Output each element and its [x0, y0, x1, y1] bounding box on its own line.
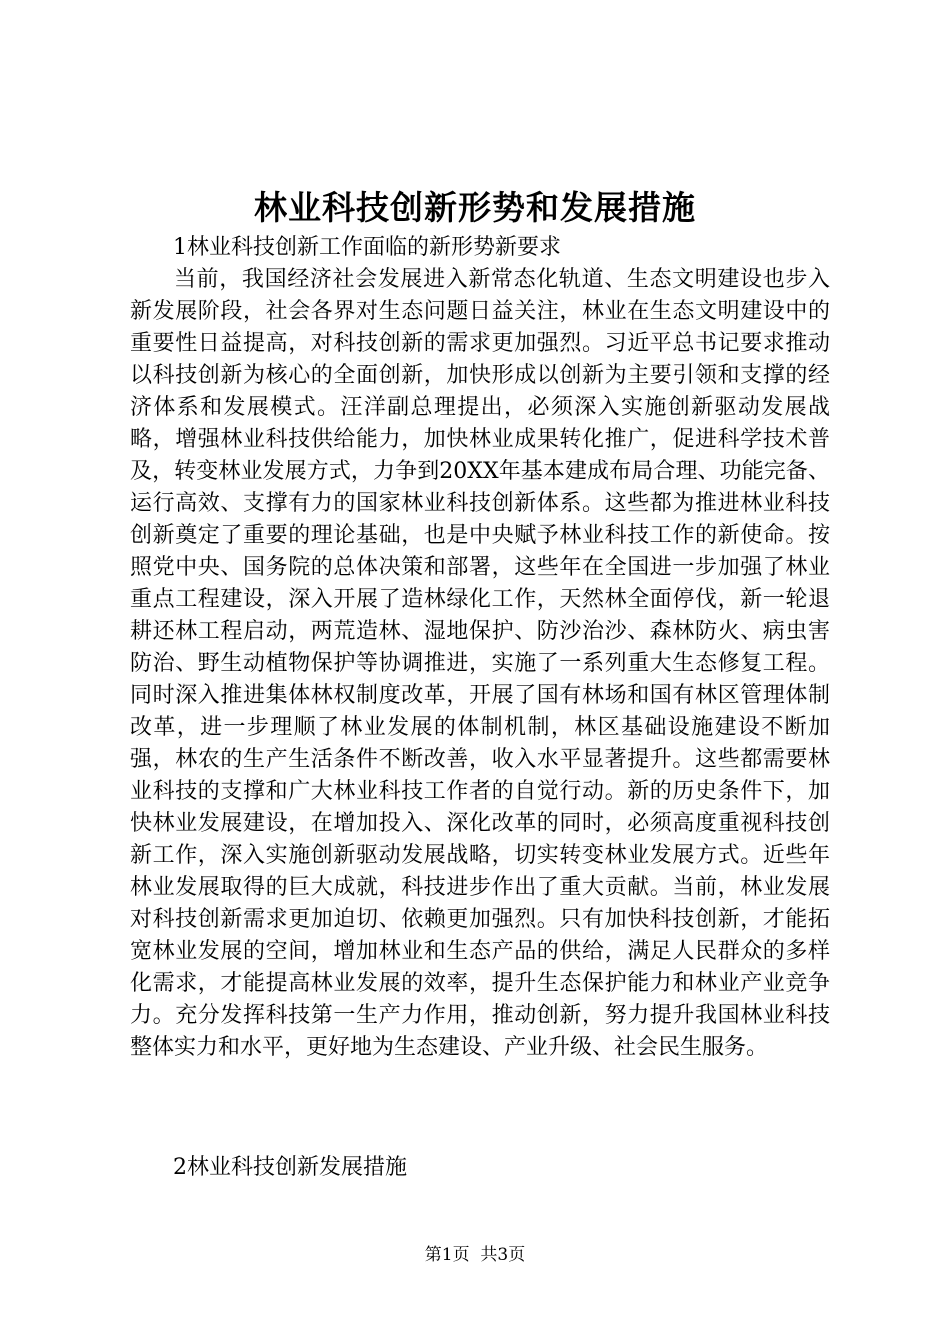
section-1-paragraph: 当前，我国经济社会发展进入新常态化轨道、生态文明建设也步入新发展阶段，社会各界对生态问题日益关注，林业在生态文明建设中的重要性日益提高，对科技创新的需求更加强烈。习近平总书记要求推动以科技创新为核心的全面创新，加快形成以创新为主要引领和支撑的经济体系和发展模式。汪洋副总理提出，必须深入实施创新驱动发展战略，增强林业科技供给能力，加快林业成果转化推广，促进科学技术普及，转变林业发展方式，力争到20XX年基本建成布局合理、功能完备、运行高效、支撑有力的国家林业科技创新体系。这些都为推进林业科技创新奠定了重要的理论基础，也是中央赋予林业科技工作的新使命。按照党中央、国务院的总体决策和部署，这些年在全国进一步加强了林业重点工程建设，深入开展了造林绿化工作，天然林全面停伐，新一轮退耕还林工程启动，两荒造林、湿地保护、防沙治沙、森林防火、病虫害防治、野生动植物保护等协调推进，实施了一系列重大生态修复工程。同时深入推进集体林权制度改革，开展了国有林场和国有林区管理体制改革，进一步理顺了林业发展的体制机制，林区基础设施建设不断加强，林农的生产生活条件不断改善，收入水平显著提升。这些都需要林业科技的支撑和广大林业科技工作者的自觉行动。新的历史条件下，加快林业发展建设，在增加投入、深化改革的同时，必须高度重视科技创新工作，深入实施创新驱动发展战略，切实转变林业发展方式。近些年林业发展取得的巨大成就，科技进步作出了重大贡献。当前，林业发展对科技创新需求更加迫切、依赖更加强烈。只有加快科技创新，才能拓宽林业发展的空间，增加林业和生态产品的供给，满足人民群众的多样化需求，才能提高林业发展的效率，提升生态保护能力和林业产业竞争力。充分发挥科技第一生产力作用，推动创新，努力提升我国林业科技整体实力和水平，更好地为生态建设、产业升级、社会民生服务。	[130, 267, 830, 1060]
section-1-heading: 1林业科技创新工作面临的新形势新要求	[173, 235, 561, 260]
document-title: 林业科技创新形势和发展措施	[254, 188, 696, 227]
page-footer	[0, 1243, 950, 1267]
section-2-heading: 2林业科技创新发展措施	[173, 1155, 407, 1180]
page-number: 第1页 共3页	[424, 1245, 526, 1265]
